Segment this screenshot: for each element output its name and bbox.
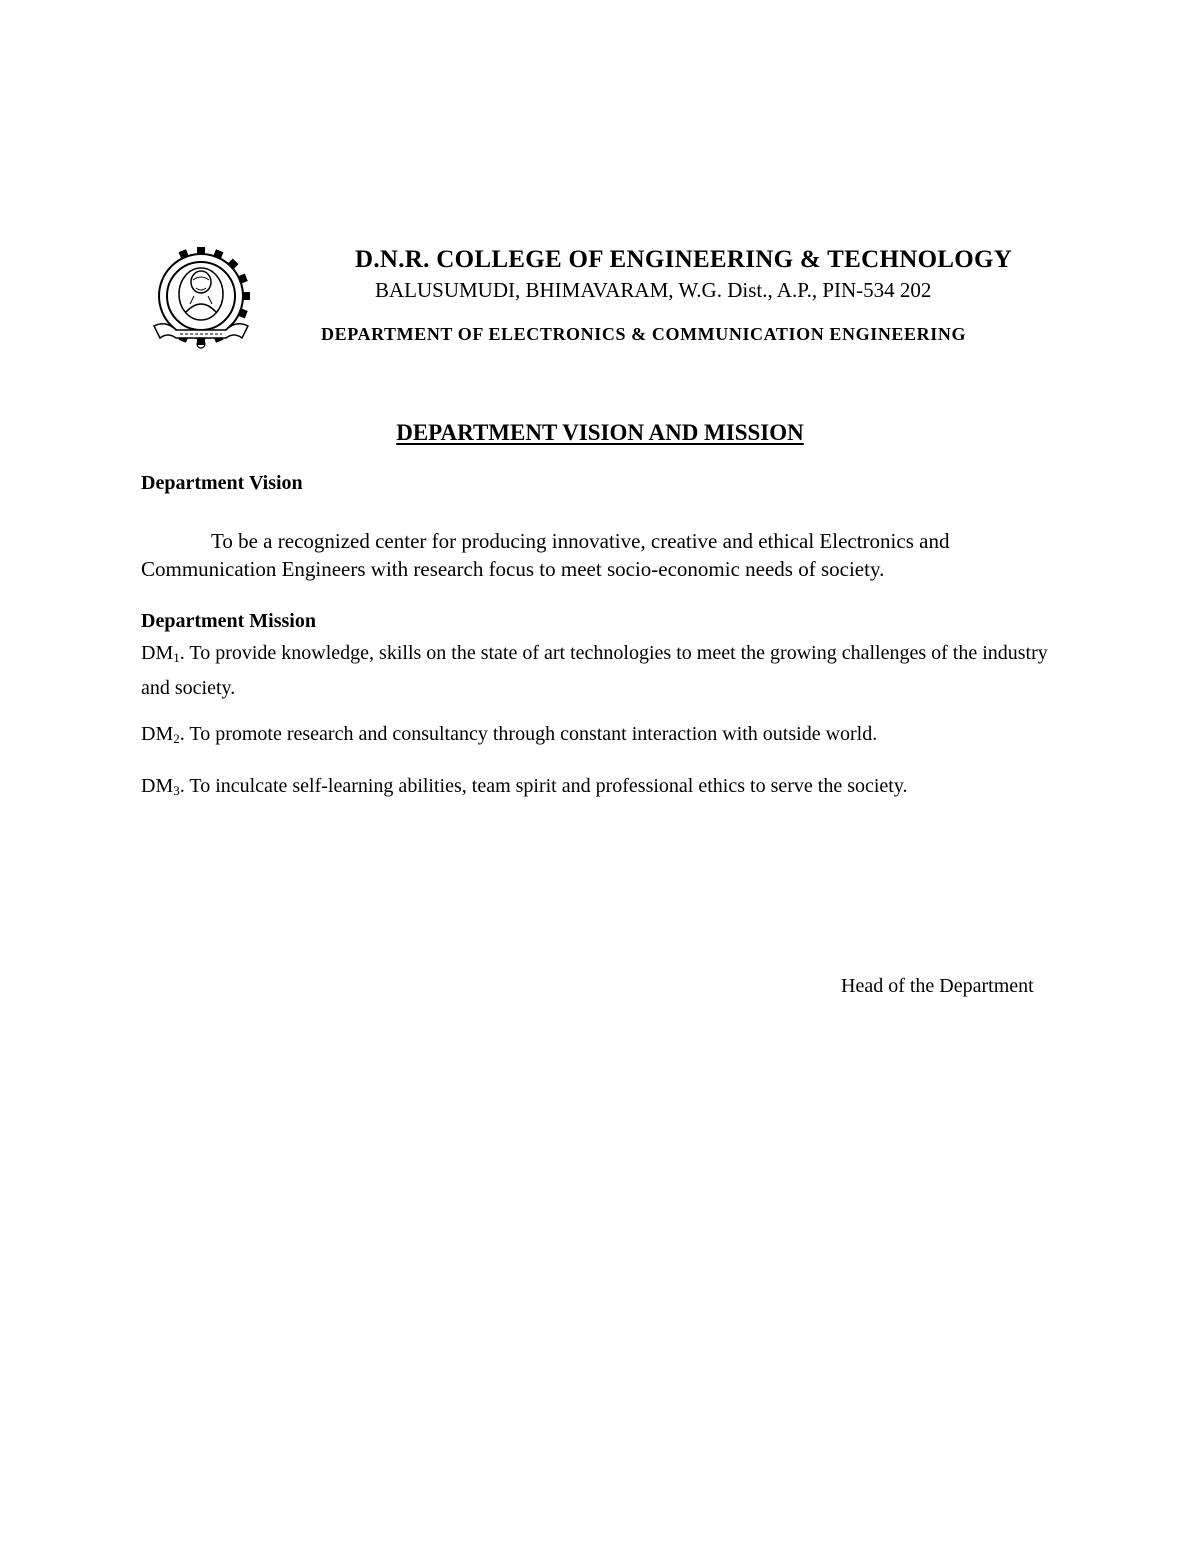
- college-address: BALUSUMUDI, BHIMAVARAM, W.G. Dist., A.P., PIN-534 202: [375, 278, 932, 302]
- gear-tooth: [237, 274, 247, 284]
- gear-tooth: [179, 249, 189, 259]
- mission-item: [141, 771, 1061, 806]
- signature-line: Head of the Department: [841, 975, 1034, 997]
- mission-item: [141, 719, 1061, 754]
- gear-tooth: [213, 249, 223, 259]
- vision-text: To be a recognized center for producing innovative, creative and ethical Electronics and Communication Engineers with research focus to meet socio-economic needs of society.: [141, 529, 950, 581]
- mission-item-number: 1: [173, 650, 180, 665]
- gear-tooth: [242, 292, 250, 300]
- mission-item-prefix: DM: [141, 642, 174, 664]
- gear-tooth: [197, 247, 205, 255]
- mission-item-text: . To inculcate self-learning abilities, team spirit and professional ethics to serve the society.: [179, 775, 908, 797]
- mission-item-number: 2: [173, 731, 180, 746]
- mission-item-prefix: DM: [141, 723, 174, 745]
- mission-heading: Department Mission: [141, 610, 316, 632]
- document-title: DEPARTMENT VISION AND MISSION: [396, 420, 804, 445]
- department-name: DEPARTMENT OF ELECTRONICS & COMMUNICATION ENGINEERING: [321, 324, 967, 344]
- college-logo-icon: [146, 246, 256, 356]
- mission-item-text: . To provide knowledge, skills on the state of art technologies to meet the growing challenges of the industry and society.: [141, 642, 1048, 699]
- mission-item-prefix: DM: [141, 775, 174, 797]
- college-name: D.N.R. COLLEGE OF ENGINEERING & TECHNOLOGY: [355, 246, 1013, 273]
- mission-item-number: 3: [173, 783, 180, 798]
- mission-item-text: . To promote research and consultancy through constant interaction with outside world.: [179, 723, 878, 745]
- gear-tooth: [237, 308, 247, 318]
- vision-heading: Department Vision: [141, 472, 303, 494]
- mission-item: [141, 638, 1061, 704]
- gear-tooth: [227, 259, 238, 270]
